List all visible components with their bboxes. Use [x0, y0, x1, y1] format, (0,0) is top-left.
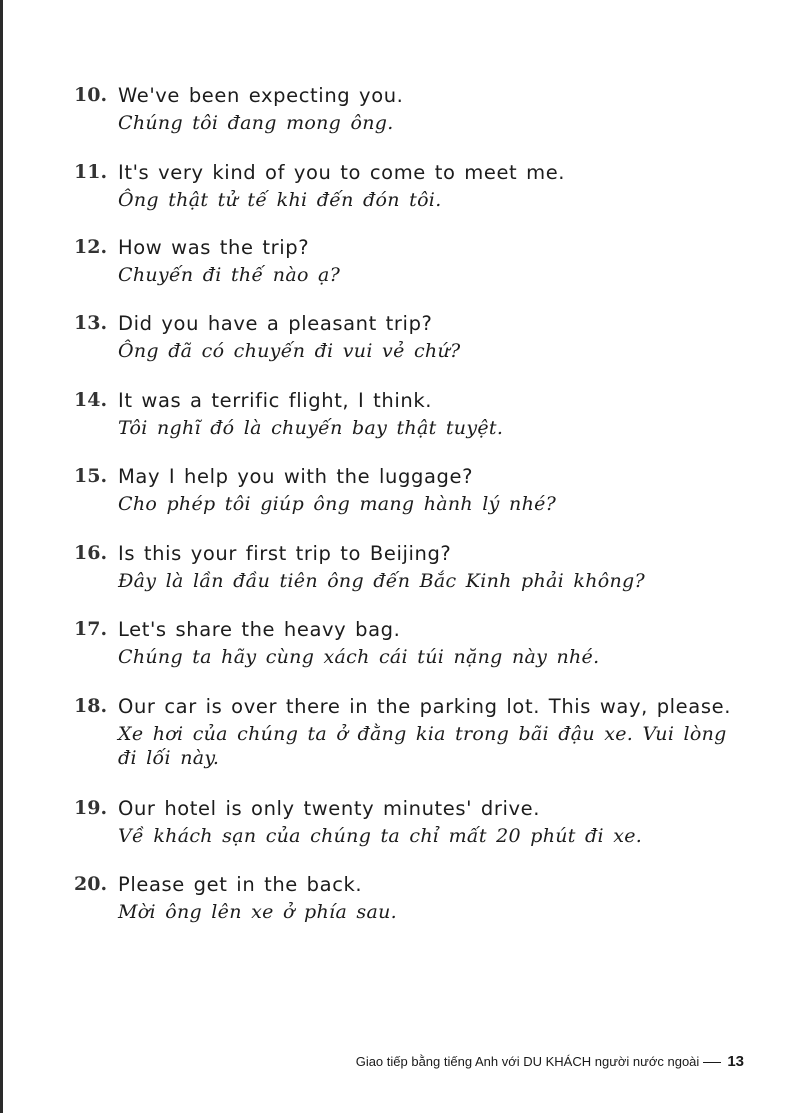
phrase-entry: [74, 389, 754, 440]
page-footer: [356, 1053, 744, 1070]
english-sentence: We've been expecting you.: [118, 84, 404, 107]
phrase-entry: [74, 312, 754, 363]
entry-number: 11.: [74, 161, 108, 183]
phrase-entry: [74, 236, 754, 287]
english-sentence: Let's share the heavy bag.: [118, 618, 401, 641]
english-sentence: How was the trip?: [118, 236, 310, 259]
vietnamese-translation: Về khách sạn của chúng ta chỉ mất 20 phút đi xe.: [118, 825, 643, 847]
entry-number: 18.: [74, 695, 108, 717]
entry-number: 12.: [74, 236, 108, 258]
entry-number: 20.: [74, 873, 108, 895]
phrase-entry: [74, 465, 754, 516]
vietnamese-translation: Tôi nghĩ đó là chuyến bay thật tuyệt.: [118, 417, 504, 439]
vietnamese-translation: Xe hơi của chúng ta ở đằng kia trong bãi đậu xe. Vui lòng đi lối này.: [118, 723, 727, 769]
phrase-entry: [74, 873, 754, 924]
entry-number: 19.: [74, 797, 108, 819]
phrase-entry: [74, 84, 754, 135]
page-edge: [0, 0, 3, 1113]
vietnamese-translation: Chúng tôi đang mong ông.: [118, 112, 394, 134]
english-sentence: Did you have a pleasant trip?: [118, 312, 433, 335]
entry-number: 17.: [74, 618, 108, 640]
phrase-entry: [74, 542, 754, 593]
vietnamese-translation: Chúng ta hãy cùng xách cái túi nặng này nhé.: [118, 646, 600, 668]
phrase-entry: [74, 618, 754, 669]
book-title: Giao tiếp bằng tiếng Anh với DU KHÁCH người nước ngoài: [355, 1054, 700, 1069]
entry-number: 15.: [74, 465, 108, 487]
entry-number: 14.: [74, 389, 108, 411]
phrase-entry: [74, 797, 754, 848]
english-sentence: Our hotel is only twenty minutes' drive.: [118, 797, 541, 820]
english-sentence: It's very kind of you to come to meet me.: [118, 161, 566, 184]
vietnamese-translation: Đây là lần đầu tiên ông đến Bắc Kinh phải không?: [118, 570, 645, 592]
vietnamese-translation: Ông thật tử tế khi đến đón tôi.: [118, 189, 442, 211]
english-sentence: It was a terrific flight, I think.: [118, 389, 433, 412]
entry-number: 10.: [74, 84, 108, 106]
english-sentence: Our car is over there in the parking lot. This way, please.: [118, 695, 731, 718]
phrase-entry: [74, 161, 754, 212]
vietnamese-translation: Cho phép tôi giúp ông mang hành lý nhé?: [118, 493, 557, 515]
vietnamese-translation: Chuyến đi thế nào ạ?: [118, 264, 341, 286]
vietnamese-translation: Ông đã có chuyến đi vui vẻ chứ?: [118, 340, 461, 362]
vietnamese-translation: Mời ông lên xe ở phía sau.: [118, 901, 397, 923]
page-number: 13: [727, 1053, 744, 1070]
phrase-entry: [74, 695, 754, 770]
entry-number: 13.: [74, 312, 108, 334]
english-sentence: May I help you with the luggage?: [118, 465, 474, 488]
english-sentence: Please get in the back.: [118, 873, 363, 896]
english-sentence: Is this your first trip to Beijing?: [118, 542, 452, 565]
footer-dash: [703, 1062, 721, 1063]
entry-number: 16.: [74, 542, 108, 564]
